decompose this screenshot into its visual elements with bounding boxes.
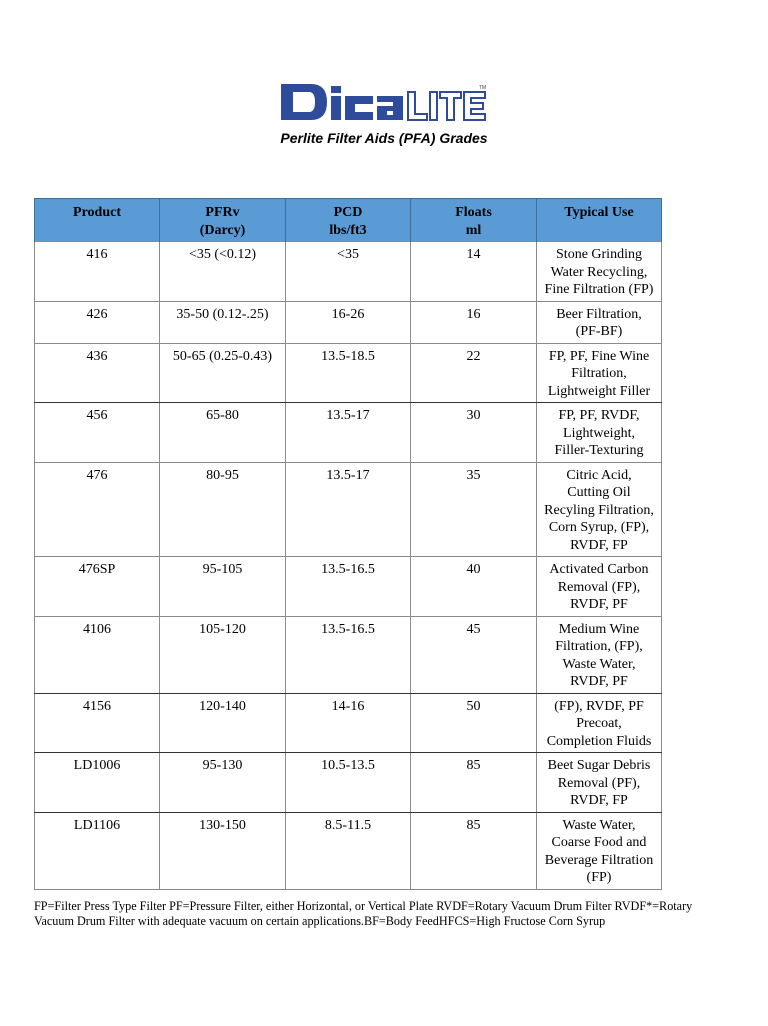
typical-use-line: Citric Acid, — [566, 467, 632, 483]
floats-cell: 14 — [411, 242, 537, 302]
typical-use-cell — [537, 403, 662, 463]
page-title: Perlite Filter Aids (PFA) Grades — [280, 130, 488, 146]
pfrv-cell: <35 (<0.12) — [160, 242, 286, 302]
typical-use-line: FP, PF, RVDF, — [558, 408, 640, 423]
typical-use-line: Corn Syrup, (FP), — [548, 520, 650, 535]
typical-use-cell — [537, 753, 662, 813]
typical-use-line: Waste Water, — [562, 817, 636, 833]
dicalite-logo — [277, 80, 491, 126]
typical-use-line: Stone Grinding — [556, 247, 642, 262]
column-header-product: Product — [35, 199, 160, 242]
typical-use-line: RVDF, PF — [570, 674, 628, 689]
column-header-typical-use: Typical Use — [537, 199, 662, 242]
pcd-cell: 13.5-16.5 — [286, 557, 411, 617]
pfrv-cell: 120-140 — [160, 693, 286, 753]
typical-use-line: Activated Carbon — [549, 562, 649, 577]
product-cell: LD1106 — [35, 812, 160, 889]
floats-cell: 22 — [411, 343, 537, 403]
pcd-cell: 14-16 — [286, 693, 411, 753]
typical-use-line: FP, PF, Fine Wine — [548, 348, 650, 364]
footnote-line-1: FP=Filter Press Type Filter PF=Pressure Filter, either Horizontal, or Vertical Plate RVDF=Rotary Vacuum Drum Filter RVDF*=Rotary — [34, 899, 693, 913]
grades-table — [34, 198, 662, 890]
pcd-cell: 13.5-16.5 — [286, 616, 411, 693]
typical-use-line: Medium Wine — [558, 621, 640, 637]
trademark-mark: TM — [479, 85, 487, 91]
pfrv-cell: 50-65 (0.25-0.43) — [160, 343, 286, 403]
typical-use-cell — [537, 242, 662, 302]
table-row — [35, 343, 662, 403]
pcd-cell: 13.5-17 — [286, 403, 411, 463]
typical-use-cell — [537, 301, 662, 343]
product-cell: 476 — [35, 462, 160, 557]
typical-use-line: Fine Filtration (FP) — [544, 282, 654, 297]
pfrv-cell: 35-50 (0.12-.25) — [160, 301, 286, 343]
typical-use-cell — [537, 693, 662, 753]
table-row — [35, 693, 662, 753]
typical-use-line: Cutting Oil — [567, 485, 631, 500]
product-cell: 456 — [35, 403, 160, 463]
pfrv-cell: 65-80 — [160, 403, 286, 463]
table-header-row — [35, 199, 662, 242]
product-cell: 416 — [35, 242, 160, 302]
typical-use-line: RVDF, FP — [570, 793, 628, 808]
table-row — [35, 462, 662, 557]
column-header-pfrv: PFRv (Darcy) — [160, 199, 286, 242]
typical-use-line: Filtration, (FP), — [555, 639, 643, 654]
typical-use-line: Beet Sugar Debris — [547, 758, 651, 773]
floats-cell: 40 — [411, 557, 537, 617]
typical-use-cell — [537, 462, 662, 557]
pcd-cell: 13.5-17 — [286, 462, 411, 557]
typical-use-line: RVDF, PF — [570, 597, 628, 612]
typical-use-line: Coarse Food and — [551, 835, 647, 850]
pfrv-cell: 105-120 — [160, 616, 286, 693]
footnote-line-2: Vacuum Drum Filter with adequate vacuum on certain applications.BF=Body FeedHFCS=High Fructose Corn Syrup — [34, 914, 606, 928]
pfrv-cell: 80-95 — [160, 462, 286, 557]
table-row — [35, 242, 662, 302]
table-row — [35, 301, 662, 343]
pfrv-cell: 95-105 — [160, 557, 286, 617]
column-header-pcd: PCD lbs/ft3 — [286, 199, 411, 242]
typical-use-cell — [537, 616, 662, 693]
floats-cell: 50 — [411, 693, 537, 753]
pcd-cell: 10.5-13.5 — [286, 753, 411, 813]
pcd-cell: 8.5-11.5 — [286, 812, 411, 889]
typical-use-line: Removal (FP), — [557, 579, 641, 595]
floats-cell: 30 — [411, 403, 537, 463]
table-row — [35, 753, 662, 813]
floats-cell: 45 — [411, 616, 537, 693]
pcd-cell: <35 — [286, 242, 411, 302]
typical-use-line: Waste Water, — [562, 656, 636, 672]
pfrv-cell: 130-150 — [160, 812, 286, 889]
pcd-cell: 16-26 — [286, 301, 411, 343]
floats-cell: 35 — [411, 462, 537, 557]
typical-use-line: Beer Filtration, — [556, 306, 642, 322]
column-header-floats: Floats ml — [411, 199, 537, 242]
floats-cell: 16 — [411, 301, 537, 343]
typical-use-line: (FP), RVDF, PF — [554, 698, 644, 714]
pcd-cell: 13.5-18.5 — [286, 343, 411, 403]
typical-use-line: (PF-BF) — [575, 324, 623, 339]
typical-use-line: Completion Fluids — [546, 733, 652, 749]
typical-use-line: Recyling Filtration, — [544, 502, 654, 518]
typical-use-line: Lightweight Filler — [547, 383, 651, 399]
footnote — [34, 899, 734, 929]
floats-cell: 85 — [411, 812, 537, 889]
typical-use-line: Precoat, — [576, 716, 622, 731]
typical-use-cell — [537, 557, 662, 617]
table-row — [35, 557, 662, 617]
table-row — [35, 812, 662, 889]
table-row — [35, 403, 662, 463]
typical-use-cell — [537, 343, 662, 403]
product-cell: 4106 — [35, 616, 160, 693]
typical-use-line: Filtration, — [571, 366, 627, 381]
typical-use-line: Water Recycling, — [550, 264, 648, 280]
typical-use-line: Filler-Texturing — [554, 443, 644, 458]
typical-use-line: Removal (PF), — [557, 775, 641, 791]
product-cell: 426 — [35, 301, 160, 343]
floats-cell: 85 — [411, 753, 537, 813]
table-row — [35, 616, 662, 693]
product-cell: 436 — [35, 343, 160, 403]
typical-use-line: Beverage Filtration — [544, 852, 654, 868]
product-cell: 476SP — [35, 557, 160, 617]
product-cell: LD1006 — [35, 753, 160, 813]
typical-use-line: Lightweight, — [563, 425, 635, 441]
pfrv-cell: 95-130 — [160, 753, 286, 813]
product-cell: 4156 — [35, 693, 160, 753]
typical-use-line: (FP) — [586, 870, 612, 885]
typical-use-line: RVDF, FP — [570, 537, 628, 553]
typical-use-cell — [537, 812, 662, 889]
